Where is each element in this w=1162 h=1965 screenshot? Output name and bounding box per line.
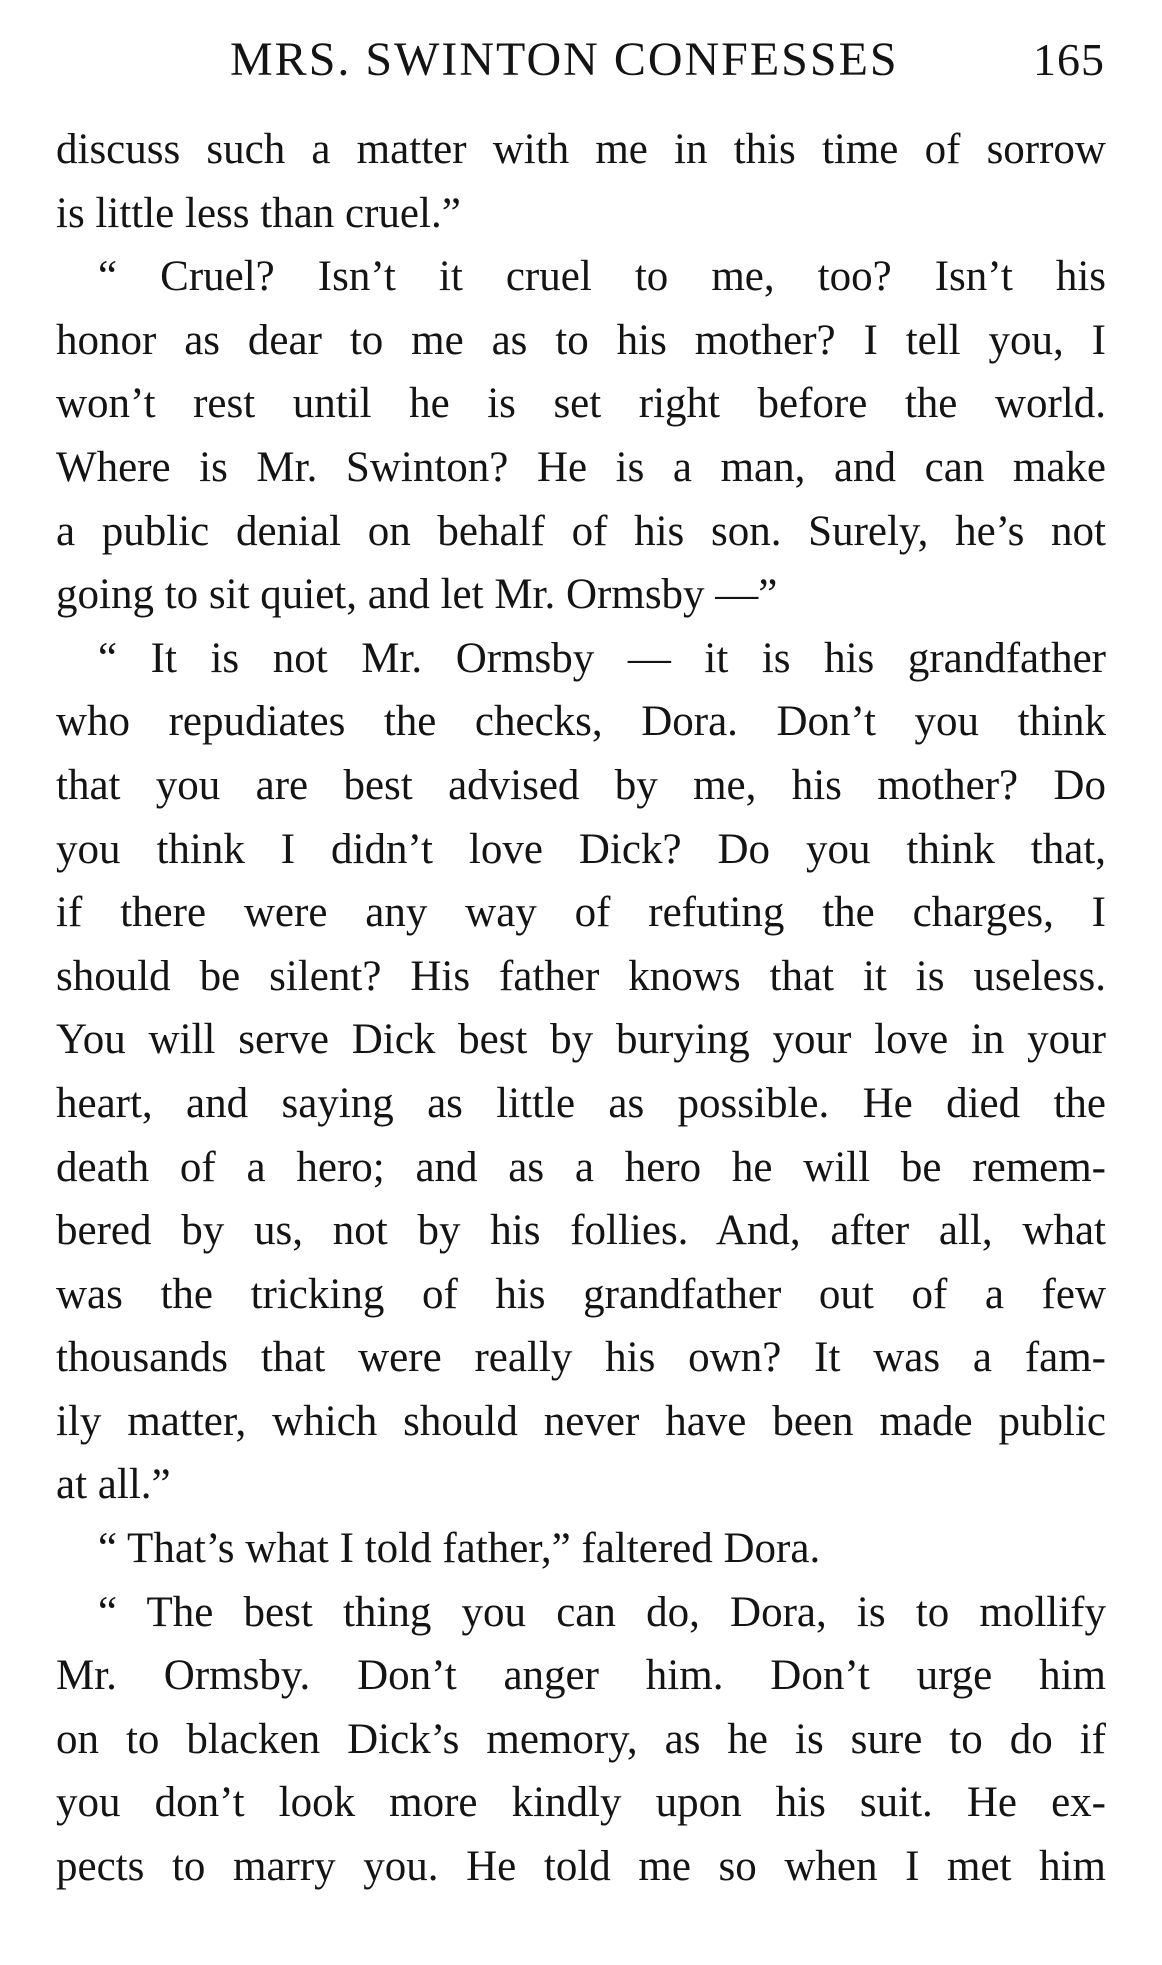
text-line: you don’t look more kindly upon his suit. He ex- (56, 1779, 1106, 1827)
text-line: at all.” (56, 1461, 171, 1509)
text-line: “ That’s what I told father,” faltered Dora. (98, 1525, 821, 1573)
text-line: death of a hero; and as a hero he will be remem- (56, 1143, 1106, 1191)
text-line: Mr. Ormsby. Don’t anger him. Don’t urge him (56, 1652, 1106, 1700)
text-line: that you are best advised by me, his mother? Do (56, 761, 1106, 809)
text-line: is little less than cruel.” (56, 189, 461, 237)
text-line: You will serve Dick best by burying your love in your (56, 1016, 1106, 1064)
text-line: who repudiates the checks, Dora. Don’t you think (56, 698, 1106, 746)
text-line: pects to marry you. He told me so when I met him (56, 1843, 1106, 1891)
text-line: Where is Mr. Swinton? He is a man, and can make (56, 443, 1106, 491)
body-text (56, 118, 1106, 1899)
text-line: was the tricking of his grandfather out of a few (56, 1270, 1106, 1318)
text-line: ily matter, which should never have been made public (56, 1397, 1106, 1445)
text-line: “ It is not Mr. Ormsby — it is his grandfather (98, 634, 1106, 682)
text-line: honor as dear to me as to his mother? I tell you, I (56, 316, 1106, 364)
running-title: MRS. SWINTON CONFESSES (230, 33, 899, 86)
text-line: “ The best thing you can do, Dora, is to mollify (98, 1588, 1106, 1636)
running-header (60, 28, 1105, 92)
text-line: discuss such a matter with me in this time of sorrow (56, 126, 1106, 173)
text-line: a public denial on behalf of his son. Surely, he’s not (56, 507, 1106, 555)
text-line: “ Cruel? Isn’t it cruel to me, too? Isn’t his (98, 253, 1106, 301)
text-line: you think I didn’t love Dick? Do you think that, (56, 825, 1106, 873)
text-line: going to sit quiet, and let Mr. Ormsby —” (56, 571, 778, 619)
text-line: heart, and saying as little as possible. He died the (56, 1079, 1106, 1127)
text-line: if there were any way of refuting the charges, I (56, 889, 1106, 937)
text-line: should be silent? His father knows that it is useless. (56, 952, 1106, 1000)
text-line: on to blacken Dick’s memory, as he is sure to do if (56, 1715, 1106, 1763)
text-line: thousands that were really his own? It was a fam- (56, 1334, 1106, 1382)
page-number: 165 (1033, 34, 1105, 85)
text-line: bered by us, not by his follies. And, after all, what (56, 1207, 1106, 1255)
text-line: won’t rest until he is set right before the world. (56, 380, 1106, 428)
